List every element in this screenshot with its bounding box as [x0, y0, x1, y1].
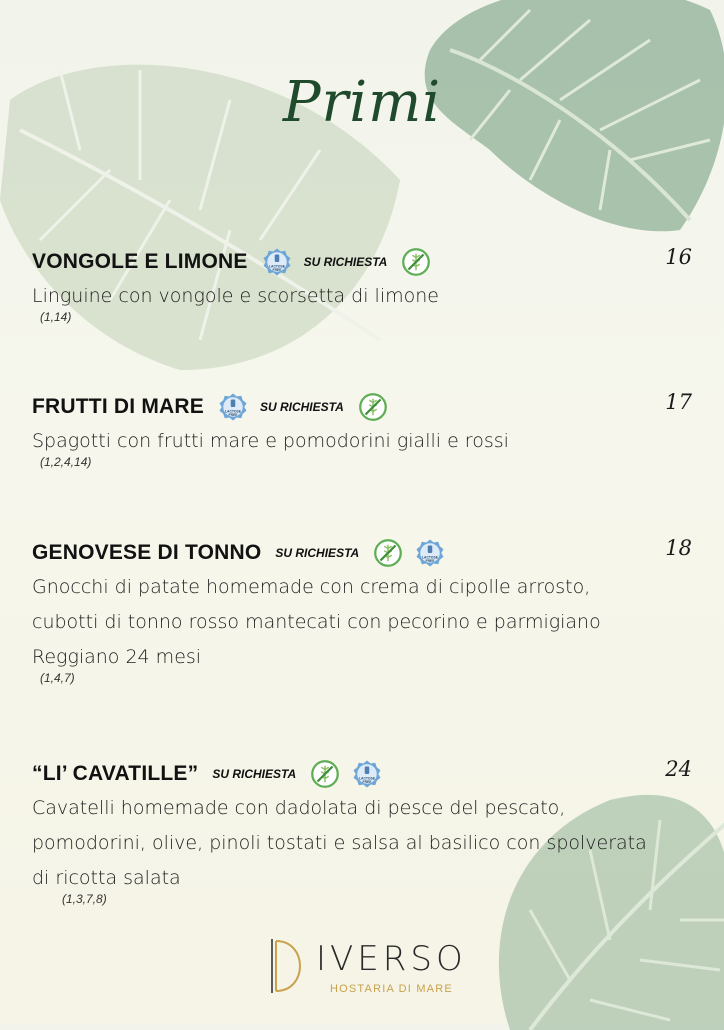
- menu-item-vongole: [32, 245, 692, 324]
- dish-price: 17: [665, 390, 692, 414]
- svg-text:FREE: FREE: [228, 413, 238, 417]
- menu-item-genovese-di-tonno: [32, 536, 692, 685]
- dish-description: Cavatelli homemade con dadolata di pesce del pescato, pomodorini, olive, pinoli tostati e salsa al basilico con spolverata di ricotta salata: [32, 797, 647, 889]
- dish-description: Spagotti con frutti mare e pomodorini gialli e rossi: [32, 430, 509, 452]
- gluten-free-icon: [358, 392, 388, 422]
- menu-item-header: [32, 536, 692, 570]
- on-request-label: SU RICHIESTA: [275, 546, 360, 560]
- dish-price: 18: [665, 536, 692, 560]
- gluten-free-icon: [373, 538, 403, 568]
- gluten-free-icon: [310, 759, 340, 789]
- svg-text:FREE: FREE: [425, 559, 435, 563]
- lactose-free-icon: [218, 392, 248, 422]
- menu-item-header: [32, 245, 692, 279]
- lactose-free-icon: [352, 759, 382, 789]
- gluten-free-icon: [401, 247, 431, 277]
- on-request-label: SU RICHIESTA: [212, 767, 297, 781]
- svg-text:FREE: FREE: [362, 780, 372, 784]
- allergen-codes: (1,4,7): [40, 671, 75, 685]
- dish-name: FRUTTI DI MARE: [32, 395, 204, 418]
- menu-item-header: [32, 757, 692, 791]
- brand-name: IVERSO: [316, 939, 467, 979]
- dish-description: Gnocchi di patate homemade con crema di cipolle arrosto, cubotti di tonno rosso mantecati con pecorino e parmigiano Reggiano 24 mesi: [32, 576, 601, 668]
- lactose-free-icon: [415, 538, 445, 568]
- svg-text:LACTOSE: LACTOSE: [422, 555, 439, 560]
- on-request-label: SU RICHIESTA: [303, 255, 388, 269]
- svg-text:LACTOSE: LACTOSE: [224, 409, 241, 414]
- menu-item-header: [32, 390, 692, 424]
- dish-name: “LI’ CAVATILLE”: [32, 762, 199, 785]
- menu-item-frutti-di-mare: [32, 390, 692, 469]
- on-request-label: SU RICHIESTA: [259, 400, 344, 414]
- brand-logo: [270, 935, 467, 1005]
- svg-text:LACTOSE: LACTOSE: [359, 776, 376, 781]
- lactose-free-icon: [262, 247, 292, 277]
- svg-text:FREE: FREE: [272, 268, 282, 272]
- svg-text:LACTOSE: LACTOSE: [268, 264, 285, 269]
- menu-item-li-cavatille: [32, 757, 692, 906]
- allergen-codes: (1,14): [40, 310, 72, 324]
- dish-name: VONGOLE E LIMONE: [32, 250, 248, 273]
- dish-price: 24: [665, 757, 692, 781]
- dish-description: Linguine con vongole e scorsetta di limone: [32, 285, 439, 307]
- brand-subtitle: HOSTARIA DI MARE: [330, 983, 453, 995]
- allergen-codes: (1,2,4,14): [40, 455, 92, 469]
- page-title: Primi: [282, 70, 442, 135]
- allergen-codes: (1,3,7,8): [62, 892, 107, 906]
- dish-price: 16: [665, 245, 692, 269]
- dish-name: GENOVESE DI TONNO: [32, 541, 262, 564]
- brand-logo-mark: [270, 937, 310, 995]
